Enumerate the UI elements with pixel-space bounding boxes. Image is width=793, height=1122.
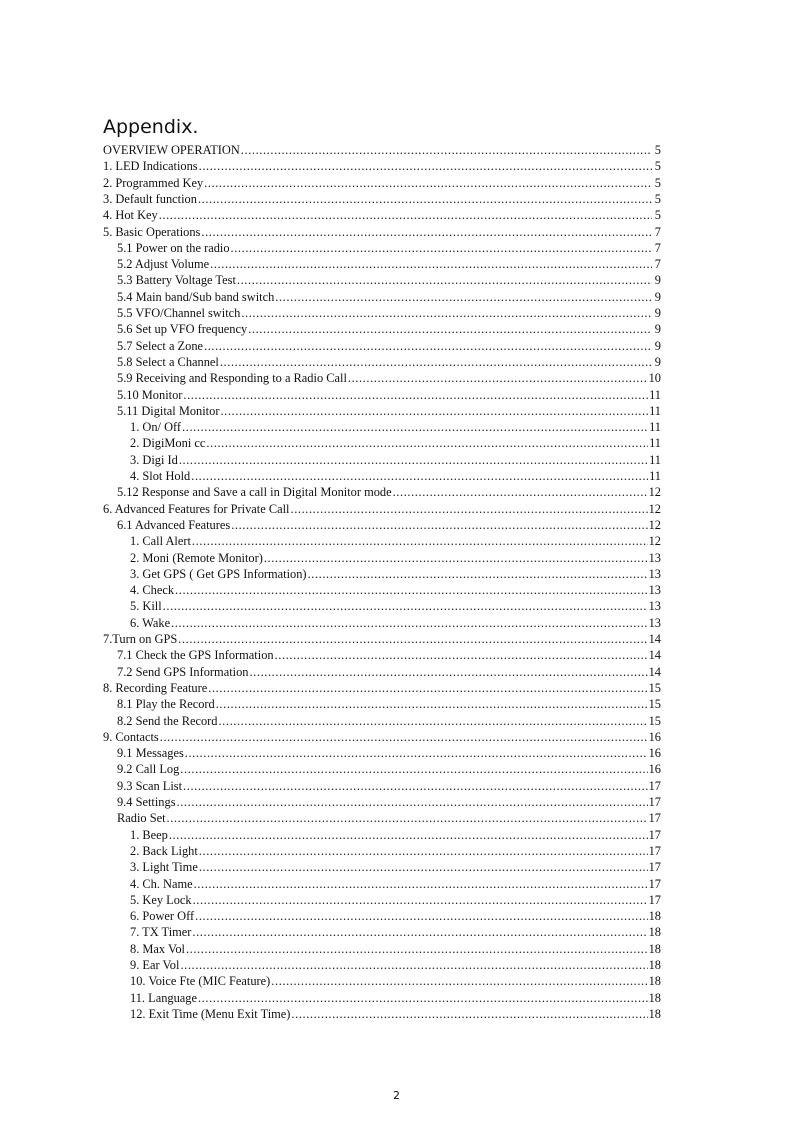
toc-entry[interactable] — [0, 256, 793, 272]
toc-entry-page: 12 — [648, 485, 661, 500]
toc-entry-title: 5.5 VFO/Channel switch — [117, 306, 241, 320]
toc-entry-title: 5.3 Battery Voltage Test — [117, 273, 236, 288]
toc-entry-page: 10 — [648, 371, 661, 386]
toc-entry-page: 17 — [648, 827, 661, 842]
toc-entry[interactable] — [0, 680, 793, 696]
toc-entry-title: 5.1 Power on the radio — [117, 240, 230, 255]
toc-dot-leader — [199, 859, 648, 875]
toc-entry[interactable] — [0, 207, 793, 223]
toc-entry-title: 3. Digi Id — [130, 452, 178, 467]
toc-entry-page: 11 — [649, 452, 661, 467]
toc-entry-page: 13 — [648, 599, 661, 614]
toc-dot-leader — [177, 794, 648, 810]
toc-entry-title: 9.1 Messages — [117, 746, 184, 761]
toc-dot-leader — [180, 761, 647, 777]
toc-entry-page: 17 — [648, 876, 661, 891]
toc-entry[interactable] — [0, 272, 793, 288]
toc-entry-title: 9.3 Scan List — [117, 778, 183, 793]
toc-entry-page: 17 — [648, 892, 661, 907]
toc-entry[interactable] — [0, 321, 793, 337]
toc-entry-title: 3. Default function — [103, 191, 197, 206]
toc-entry-title: 1. On/ Off — [130, 420, 182, 435]
toc-entry[interactable] — [0, 941, 793, 957]
toc-dot-leader — [194, 876, 648, 892]
toc-entry-page: 5 — [654, 159, 661, 174]
toc-dot-leader — [308, 566, 648, 582]
toc-entry-page: 5 — [654, 175, 661, 190]
toc-entry[interactable] — [0, 452, 793, 468]
toc-entry[interactable] — [0, 354, 793, 370]
toc-entry[interactable] — [0, 517, 793, 533]
toc-entry-title: 8.2 Send the Record — [117, 713, 218, 728]
toc-entry[interactable] — [0, 843, 793, 859]
toc-entry[interactable] — [0, 501, 793, 517]
toc-entry[interactable] — [0, 696, 793, 712]
toc-dot-leader — [220, 354, 652, 370]
toc-entry-title: 6. Power Off — [130, 909, 195, 924]
toc-entry[interactable] — [0, 957, 793, 973]
toc-entry[interactable] — [0, 582, 793, 598]
toc-dot-leader — [159, 207, 652, 223]
toc-entry-page: 11 — [649, 420, 661, 435]
toc-entry-page: 17 — [648, 860, 661, 875]
toc-entry[interactable] — [0, 403, 793, 419]
toc-dot-leader — [204, 338, 652, 354]
toc-dot-leader — [193, 892, 648, 908]
toc-entry-page: 15 — [648, 680, 661, 695]
toc-entry[interactable] — [0, 289, 793, 305]
toc-entry-page: 9 — [654, 289, 661, 304]
toc-dot-leader — [231, 240, 652, 256]
toc-entry-page: 12 — [648, 534, 661, 549]
toc-entry-title: 1. Beep — [130, 827, 168, 842]
toc-entry[interactable] — [0, 533, 793, 549]
toc-entry-page: 13 — [648, 550, 661, 565]
toc-entry-page: 14 — [648, 648, 661, 663]
toc-dot-leader — [201, 224, 652, 240]
toc-entry[interactable] — [0, 175, 793, 191]
toc-entry-page: 7 — [654, 257, 661, 272]
toc-entry-page: 18 — [648, 1006, 661, 1021]
toc-entry[interactable] — [0, 827, 793, 843]
toc-entry-title: 5. Basic Operations — [103, 224, 201, 239]
toc-dot-leader — [178, 631, 647, 647]
toc-entry[interactable] — [0, 745, 793, 761]
toc-dot-leader — [291, 501, 648, 517]
toc-entry-page: 18 — [648, 958, 661, 972]
toc-entry[interactable] — [0, 794, 793, 810]
toc-entry[interactable] — [0, 761, 793, 777]
toc-entry[interactable] — [0, 468, 793, 484]
toc-entry-page: 18 — [648, 974, 661, 989]
toc-entry-title: 6. Wake — [130, 615, 171, 630]
toc-entry[interactable] — [0, 615, 793, 631]
toc-entry-page: 11 — [649, 387, 661, 402]
toc-dot-leader — [198, 191, 652, 207]
toc-entry-title: 1. Call Alert — [130, 534, 191, 549]
toc-entry-title: 4. Check — [130, 583, 175, 598]
toc-dot-leader — [198, 990, 648, 1006]
toc-dot-leader — [199, 158, 652, 174]
toc-entry-page: 14 — [648, 664, 661, 679]
toc-entry-title: 5.6 Set up VFO frequency — [117, 322, 248, 337]
toc-entry-page: 9 — [654, 322, 661, 337]
toc-entry[interactable] — [0, 435, 793, 451]
toc-entry[interactable] — [0, 191, 793, 207]
toc-entry-title: 9. Contacts — [103, 729, 159, 744]
toc-entry[interactable] — [0, 729, 793, 745]
toc-entry[interactable] — [0, 664, 793, 680]
toc-entry-page: 16 — [648, 746, 661, 761]
toc-dot-leader — [231, 517, 647, 533]
toc-dot-leader — [183, 387, 648, 403]
toc-entry-page: 5 — [654, 208, 661, 223]
toc-dot-leader — [248, 321, 652, 337]
toc-entry[interactable] — [0, 305, 793, 321]
toc-entry[interactable] — [0, 778, 793, 794]
toc-dot-leader — [216, 696, 648, 712]
toc-entry-page: 9 — [654, 306, 661, 320]
toc-entry[interactable] — [0, 158, 793, 174]
toc-entry-title: 7.2 Send GPS Information — [117, 664, 249, 679]
toc-dot-leader — [218, 713, 647, 729]
toc-entry-title: 8. Max Vol — [130, 941, 185, 956]
toc-dot-leader — [249, 664, 647, 680]
toc-entry-title: 2. Moni (Remote Monitor) — [130, 550, 263, 565]
toc-entry-page: 17 — [648, 811, 661, 826]
toc-dot-leader — [237, 272, 652, 288]
toc-entry[interactable] — [0, 484, 793, 500]
toc-dot-leader — [241, 142, 652, 158]
toc-entry-title: 4. Hot Key — [103, 208, 158, 223]
toc-entry[interactable] — [0, 631, 793, 647]
toc-entry-page: 18 — [648, 925, 661, 940]
toc-entry-page: 13 — [648, 583, 661, 598]
toc-entry-page: 17 — [648, 778, 661, 793]
toc-entry-page: 11 — [649, 403, 661, 418]
toc-dot-leader — [271, 973, 647, 989]
toc-dot-leader — [220, 403, 648, 419]
toc-entry-page: 16 — [648, 762, 661, 777]
toc-entry-title: 4. Ch. Name — [130, 876, 193, 891]
toc-dot-leader — [179, 452, 648, 468]
toc-entry-page: 14 — [648, 632, 661, 646]
toc-entry-title: 3. Get GPS ( Get GPS Information) — [130, 566, 307, 581]
toc-entry-title: 5.8 Select a Channel — [117, 354, 219, 369]
toc-entry[interactable] — [0, 908, 793, 924]
toc-dot-leader — [275, 647, 648, 663]
toc-entry[interactable] — [0, 598, 793, 614]
toc-dot-leader — [192, 533, 648, 549]
toc-entry-title: 5.9 Receiving and Responding to a Radio Call — [117, 371, 347, 386]
toc-entry-page: 17 — [648, 795, 661, 809]
toc-entry-title: 8.1 Play the Record — [117, 697, 215, 712]
toc-dot-leader — [206, 435, 648, 451]
toc-entry-page: 18 — [648, 941, 661, 956]
page-number: 2 — [393, 1089, 400, 1102]
toc-dot-leader — [393, 484, 648, 500]
toc-entry-title: 2. DigiMoni cc — [130, 436, 206, 451]
toc-entry-title: 12. Exit Time (Menu Exit Time) — [130, 1006, 291, 1021]
toc-dot-leader — [208, 680, 647, 696]
toc-entry-page: 16 — [648, 729, 661, 744]
toc-entry-title: 11. Language — [130, 990, 197, 1005]
toc-entry[interactable] — [0, 892, 793, 908]
toc-entry[interactable] — [0, 647, 793, 663]
toc-entry-title: 4. Slot Hold — [130, 469, 191, 483]
toc-dot-leader — [241, 305, 652, 321]
toc-entry-page: 9 — [654, 273, 661, 288]
toc-entry-title: 5.4 Main band/Sub band switch — [117, 289, 275, 304]
toc-dot-leader — [199, 843, 648, 859]
toc-dot-leader — [163, 598, 648, 614]
toc-dot-leader — [204, 175, 652, 191]
toc-entry[interactable] — [0, 550, 793, 566]
toc-entry-title: 8. Recording Feature — [103, 680, 208, 695]
toc-entry[interactable] — [0, 387, 793, 403]
toc-dot-leader — [275, 289, 652, 305]
toc-entry[interactable] — [0, 973, 793, 989]
toc-entry[interactable] — [0, 419, 793, 435]
toc-entry-title: 5. Key Lock — [130, 892, 192, 907]
toc-dot-leader — [169, 827, 648, 843]
page-title: Appendix. — [103, 116, 199, 138]
toc-dot-leader — [195, 908, 647, 924]
toc-dot-leader — [183, 778, 648, 794]
toc-dot-leader — [264, 550, 648, 566]
toc-entry-title: 5.12 Response and Save a call in Digital Monitor mode — [117, 485, 392, 500]
toc-entry-page: 18 — [648, 909, 661, 924]
toc-entry[interactable] — [0, 1006, 793, 1022]
toc-entry-title: 9. Ear Vol — [130, 958, 180, 972]
toc-entry-page: 11 — [649, 469, 661, 483]
toc-entry-title: 1. LED Indications — [103, 159, 198, 174]
toc-entry[interactable] — [0, 924, 793, 940]
toc-entry[interactable] — [0, 142, 793, 158]
toc-entry-page: 9 — [654, 338, 661, 353]
toc-dot-leader — [348, 370, 648, 386]
toc-entry-title: 5.2 Adjust Volume — [117, 257, 210, 272]
toc-entry-title: 2. Programmed Key — [103, 175, 204, 190]
toc-entry[interactable] — [0, 224, 793, 240]
toc-entry-page: 17 — [648, 843, 661, 858]
toc-entry-title: 5.7 Select a Zone — [117, 338, 204, 353]
toc-entry-page: 7 — [654, 240, 661, 255]
toc-entry-page: 7 — [654, 224, 661, 239]
toc-entry[interactable] — [0, 990, 793, 1006]
toc-entry-title: Radio Set — [117, 811, 166, 826]
toc-entry-title: 5. Kill — [130, 599, 162, 614]
toc-dot-leader — [171, 615, 648, 631]
toc-entry-title: 7. TX Timer — [130, 925, 192, 940]
toc-entry-title: 6.1 Advanced Features — [117, 517, 231, 532]
toc-dot-leader — [160, 729, 648, 745]
toc-dot-leader — [186, 941, 648, 957]
toc-entry-page: 15 — [648, 713, 661, 728]
toc-entry[interactable] — [0, 713, 793, 729]
toc-entry-title: 10. Voice Fte (MIC Feature) — [130, 974, 271, 989]
toc-dot-leader — [185, 745, 648, 761]
toc-entry-page: 5 — [654, 191, 661, 206]
toc-entry-page: 15 — [648, 697, 661, 712]
toc-entry[interactable] — [0, 876, 793, 892]
toc-entry[interactable] — [0, 810, 793, 826]
toc-entry-page: 12 — [648, 517, 661, 532]
toc-entry-page: 11 — [649, 436, 661, 451]
toc-entry-title: 6. Advanced Features for Private Call — [103, 501, 290, 516]
toc-entry-page: 13 — [648, 566, 661, 581]
toc-entry[interactable] — [0, 338, 793, 354]
toc-entry-page: 9 — [654, 354, 661, 369]
toc-dot-leader — [210, 256, 652, 272]
toc-entry-title: 9.4 Settings — [117, 795, 176, 809]
toc-entry-title: 7.1 Check the GPS Information — [117, 648, 274, 663]
toc-dot-leader — [167, 810, 648, 826]
toc-entry-page: 12 — [648, 501, 661, 516]
toc-entry-title: OVERVIEW OPERATION — [103, 143, 240, 157]
toc-entry-title: 2. Back Light — [130, 843, 198, 858]
toc-dot-leader — [182, 419, 648, 435]
toc-dot-leader — [175, 582, 648, 598]
toc-entry-page: 5 — [654, 143, 661, 157]
toc-entry[interactable] — [0, 566, 793, 582]
toc-entry-title: 7.Turn on GPS — [103, 632, 178, 646]
toc-dot-leader — [192, 924, 647, 940]
toc-entry[interactable] — [0, 370, 793, 386]
toc-dot-leader — [191, 468, 648, 484]
toc-entry-title: 5.10 Monitor — [117, 387, 183, 402]
toc-entry-page: 13 — [648, 615, 661, 630]
toc-entry-title: 3. Light Time — [130, 860, 198, 875]
toc-entry-page: 18 — [648, 990, 661, 1005]
toc-dot-leader — [291, 1006, 647, 1022]
toc-entry[interactable] — [0, 240, 793, 256]
toc-entry-title: 5.11 Digital Monitor — [117, 403, 220, 418]
toc-entry-title: 9.2 Call Log — [117, 762, 180, 777]
toc-dot-leader — [180, 957, 647, 973]
toc-entry[interactable] — [0, 859, 793, 875]
